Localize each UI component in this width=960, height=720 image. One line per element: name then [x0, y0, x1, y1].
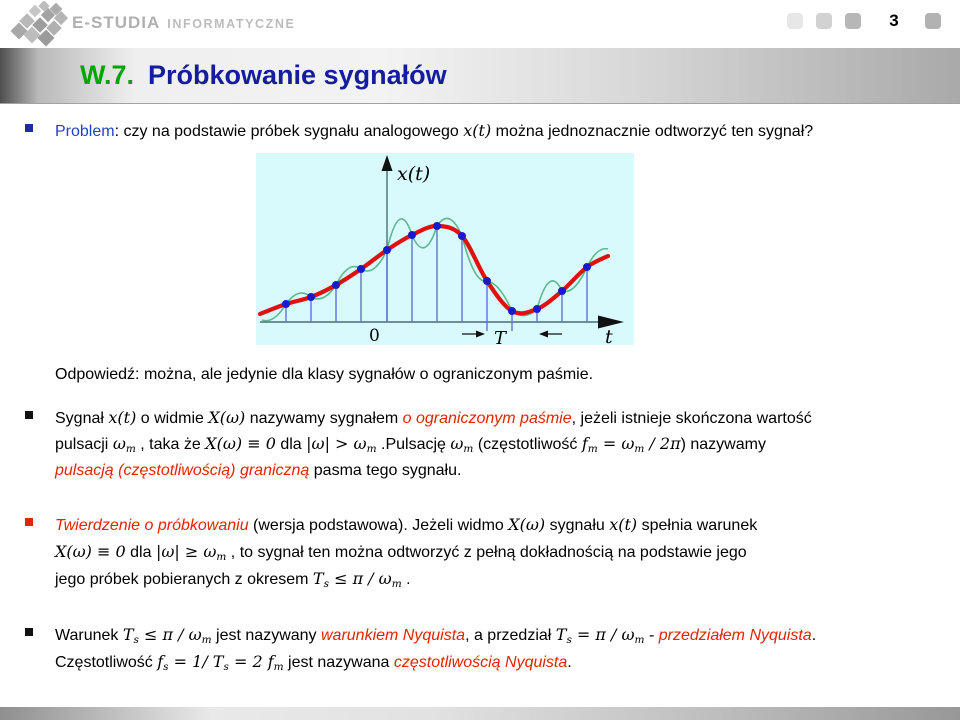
text-segment: m: [216, 551, 227, 563]
text-segment: m: [125, 443, 136, 455]
text-segment: Problem: [55, 123, 115, 140]
text-segment: Odpowiedź: można, ale jedynie dla klasy sygnałów o ograniczonym paśmie.: [55, 366, 594, 383]
text-segment: T: [555, 625, 567, 644]
text-segment: = π / ω: [571, 625, 635, 644]
text-segment: , a przedział: [465, 627, 556, 644]
text-segment: m: [463, 443, 474, 455]
text-segment: X(ω): [508, 515, 546, 534]
text-segment: można jednoznacznie odtworzyć ten sygnał?: [491, 123, 814, 140]
text-segment: jest nazywana: [283, 654, 394, 671]
text-segment: (częstotliwość: [473, 436, 582, 453]
origin-label: 0: [369, 326, 380, 345]
sample-dot: [408, 231, 416, 239]
text-segment: .: [811, 627, 817, 644]
text-segment: nazywamy sygnałem: [245, 410, 403, 427]
sample-dot: [483, 277, 491, 285]
text-segment: ≤ π / ω: [138, 625, 202, 644]
signal-plot-svg: [256, 153, 634, 345]
bullet-square-band-limited: [25, 411, 33, 419]
text-segment: ω: [112, 434, 126, 453]
text-segment: .Pulsację: [376, 436, 451, 453]
brand-text: [72, 13, 295, 33]
text-segment: m: [587, 443, 598, 455]
text-segment: s: [163, 661, 169, 673]
page-indicator-square-2: [816, 13, 832, 29]
text-segment: warunkiem Nyquista: [321, 627, 466, 644]
text-segment: dla: [275, 436, 307, 453]
text-segment: / 2π: [644, 434, 681, 453]
band-limited-line-3: [55, 458, 461, 485]
band-limited-line-1: [55, 405, 812, 433]
text-segment: |ω| ≥ ω: [155, 542, 217, 561]
text-segment: f: [267, 652, 274, 671]
text-segment: częstotliwością Nyquista: [393, 654, 568, 671]
sample-dot: [282, 300, 290, 308]
text-segment: f: [157, 652, 164, 671]
text-segment: T: [312, 569, 324, 588]
text-segment: s: [133, 634, 139, 646]
text-segment: T: [122, 625, 134, 644]
sample-dot: [533, 305, 541, 313]
sampling-theorem-line-2: [55, 539, 747, 567]
sample-dot: [583, 263, 591, 271]
text-segment: x(t): [609, 515, 638, 534]
page-indicator-square-4: [925, 13, 941, 29]
band-limited-line-2: [55, 431, 766, 459]
text-segment: Twierdzenie o próbkowaniu: [55, 517, 249, 534]
text-segment: : czy na podstawie próbek sygnału analogowego: [114, 123, 464, 140]
text-segment: X(ω) ≡ 0: [205, 434, 276, 453]
text-segment: pulsacji: [55, 436, 113, 453]
sample-dot: [307, 293, 315, 301]
logo-icon: [6, 1, 76, 47]
text-segment: sygnału: [545, 517, 610, 534]
problem-line: [55, 118, 813, 146]
text-segment: .: [401, 571, 411, 588]
text-segment: pulsacją (częstotliwością) graniczną: [55, 462, 310, 479]
text-segment: = 2: [228, 652, 268, 671]
text-segment: s: [566, 634, 572, 646]
nyquist-line-2: [55, 649, 572, 677]
sample-dot: [433, 222, 441, 230]
text-segment: m: [634, 634, 645, 646]
text-segment: ≤ π / ω: [328, 569, 392, 588]
sampling-theorem-line-1: [55, 512, 757, 540]
text-segment: spełnia warunek: [637, 517, 758, 534]
signal-sampling-figure: [256, 153, 634, 345]
nyquist-line-1: [55, 622, 816, 650]
sample-dot: [508, 307, 516, 315]
title-bar: [0, 48, 960, 104]
text-segment: pasma tego sygnału.: [309, 462, 462, 479]
lecture-number: W.7.: [80, 60, 135, 90]
ylabel: x(t): [397, 163, 431, 185]
text-segment: m: [366, 443, 377, 455]
brand-primary: E-STUDIA: [72, 13, 161, 32]
text-segment: s: [323, 578, 329, 590]
sample-dot: [558, 287, 566, 295]
page-indicator-square-3: [845, 13, 861, 29]
sampling-theorem-line-3: [55, 566, 411, 594]
text-segment: , taka że: [135, 436, 206, 453]
header: [0, 0, 960, 48]
text-segment: m: [634, 443, 645, 455]
text-segment: jest nazywany: [211, 627, 321, 644]
text-segment: dla: [125, 544, 156, 561]
xlabel: t: [605, 326, 613, 345]
text-segment: , to sygnał ten można odtworzyć z pełną dokładnością na podstawie jego: [226, 544, 747, 561]
text-segment: m: [201, 634, 212, 646]
text-segment: Sygnał: [55, 410, 109, 427]
text-segment: = ω: [597, 434, 635, 453]
text-segment: f: [581, 434, 588, 453]
text-segment: przedziałem Nyquista: [658, 627, 812, 644]
text-segment: Częstotliwość: [55, 654, 158, 671]
text-segment: m: [391, 578, 402, 590]
text-segment: (wersja podstawowa). Jeżeli widmo: [248, 517, 509, 534]
text-segment: |ω| > ω: [306, 434, 367, 453]
page-indicator-square-1: [787, 13, 803, 29]
text-segment: x(t): [463, 121, 492, 140]
text-segment: jego próbek pobieranych z okresem: [55, 571, 313, 588]
page-number: 3: [889, 11, 899, 30]
text-segment: = 1/: [168, 652, 213, 671]
text-segment: o ograniczonym paśmie: [402, 410, 572, 427]
sample-dot: [383, 246, 391, 254]
plot-background: [256, 153, 634, 345]
text-segment: -: [644, 627, 659, 644]
bullet-square-theorem: [25, 518, 33, 526]
text-segment: s: [223, 661, 229, 673]
text-segment: m: [273, 661, 284, 673]
text-segment: T: [212, 652, 224, 671]
text-segment: ) nazywamy: [680, 436, 766, 453]
bullet-square-problem: [25, 124, 33, 132]
page-indicator: [787, 11, 941, 31]
text-segment: .: [567, 654, 572, 671]
text-segment: o widmie: [136, 410, 209, 427]
footer-bar: [0, 707, 960, 720]
text-segment: , jeżeli istnieje skończona wartość: [571, 410, 812, 427]
answer-line: [55, 362, 593, 389]
text-segment: X(ω) ≡ 0: [55, 542, 126, 561]
sample-dot: [332, 281, 340, 289]
text-segment: ω: [450, 434, 464, 453]
sample-dot: [357, 265, 365, 273]
slide-title: Próbkowanie sygnałów: [148, 60, 447, 90]
sample-dot: [458, 232, 466, 240]
text-segment: Warunek: [55, 627, 123, 644]
brand-secondary: INFORMATYCZNE: [167, 17, 296, 31]
bullet-square-nyquist: [25, 628, 33, 636]
text-segment: X(ω): [208, 408, 246, 427]
period-label: T: [494, 328, 507, 345]
text-segment: x(t): [108, 408, 137, 427]
